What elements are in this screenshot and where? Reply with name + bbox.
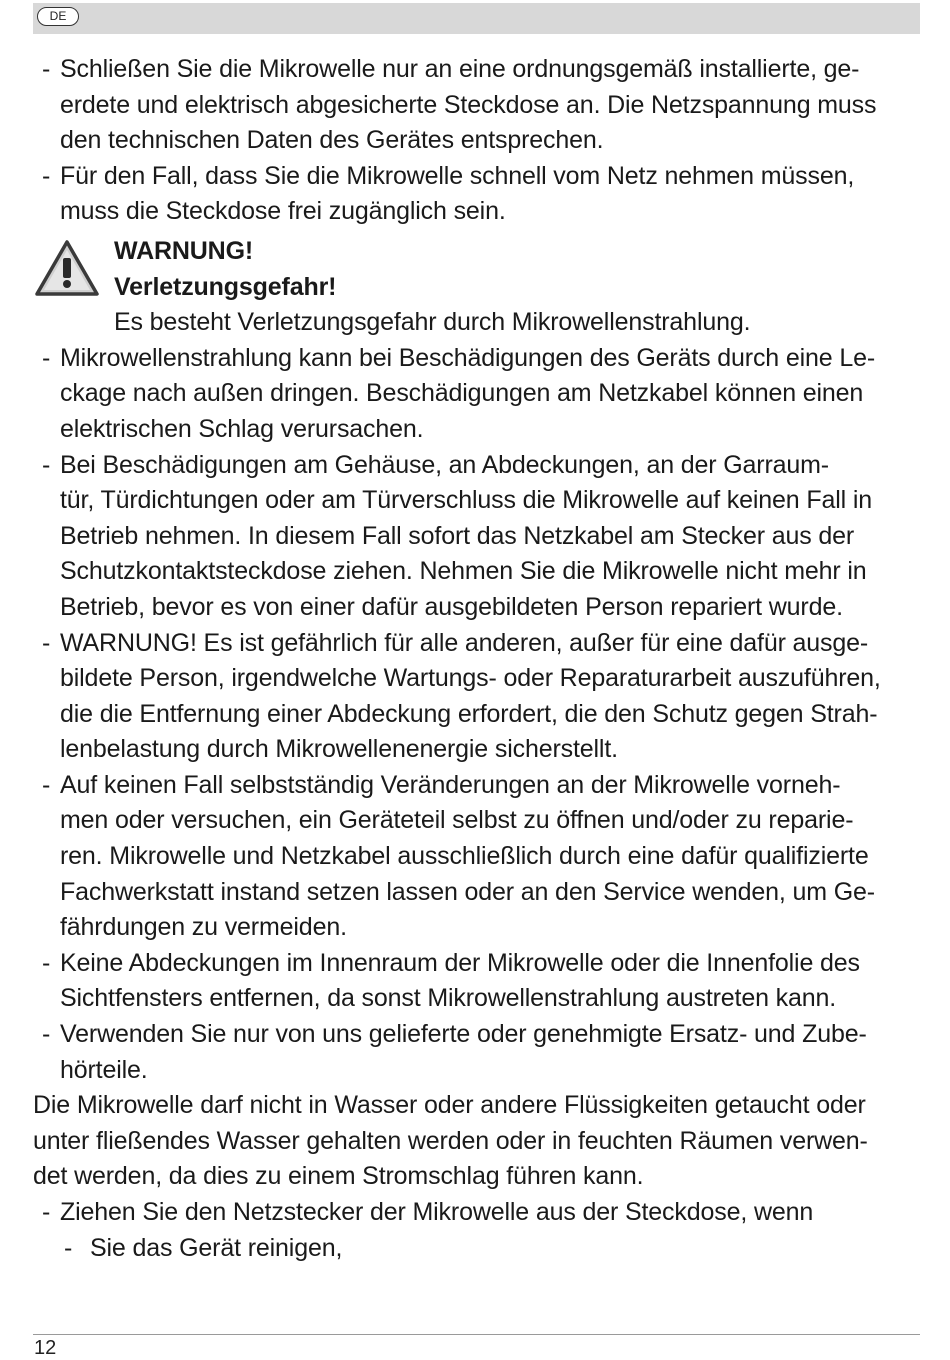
text-line: muss die Steckdose frei zugänglich sein.	[60, 197, 506, 226]
text-line: fährdungen zu vermeiden.	[60, 913, 347, 942]
bullet-dash: -	[42, 161, 51, 190]
body-paragraph	[33, 1088, 918, 1195]
text-line: Auf keinen Fall selbstständig Veränderungen an der Mikrowelle vorneh-	[60, 770, 841, 799]
list-item	[33, 768, 918, 946]
warning-text: Es besteht Verletzungsgefahr durch Mikrowellenstrahlung.	[114, 308, 751, 337]
text-line: Mikrowellenstrahlung kann bei Beschädigungen des Geräts durch eine Le-	[60, 343, 876, 372]
text-line: ren. Mikrowelle und Netzkabel ausschließlich durch eine dafür qualifizierte	[60, 842, 869, 871]
text-line: Ziehen Sie den Netzstecker der Mikrowelle aus der Steckdose, wenn	[60, 1198, 814, 1226]
bullet-dash: -	[42, 343, 51, 372]
header-bar	[33, 3, 920, 34]
list-item	[33, 626, 918, 768]
text-line: Sie das Gerät reinigen,	[90, 1233, 343, 1262]
warning-block	[33, 234, 918, 341]
list-item	[33, 448, 918, 626]
text-line: WARNUNG! Es ist gefährlich für alle anderen, außer für eine dafür ausge-	[60, 628, 869, 657]
text-line: det werden, da dies zu einem Stromschlag führen kann.	[33, 1162, 644, 1191]
list-item	[33, 52, 918, 159]
text-line: Die Mikrowelle darf nicht in Wasser oder andere Flüssigkeiten getaucht oder	[33, 1091, 866, 1120]
text-line: tür, Türdichtungen oder am Türverschluss die Mikrowelle auf keinen Fall in	[60, 486, 872, 515]
text-line: den technischen Daten des Gerätes entsprechen.	[60, 126, 604, 155]
text-line: Schließen Sie die Mikrowelle nur an eine ordnungsgemäß installierte, ge-	[60, 55, 860, 83]
text-line: unter fließendes Wasser gehalten werden oder in feuchten Räumen verwen-	[33, 1126, 868, 1155]
bullet-dash: -	[64, 1233, 73, 1262]
text-line: bildete Person, irgendwelche Wartungs- oder Reparaturarbeit auszuführen,	[60, 664, 881, 693]
text-line: men oder versuchen, ein Geräteteil selbst zu öffnen und/oder zu reparie-	[60, 806, 854, 835]
text-line: Verwenden Sie nur von uns gelieferte oder genehmigte Ersatz- und Zube-	[60, 1020, 867, 1049]
warning-subtitle: Verletzungsgefahr!	[114, 272, 337, 301]
warning-title: WARNUNG!	[114, 236, 254, 265]
text-line: Für den Fall, dass Sie die Mikrowelle schnell vom Netz nehmen müssen,	[60, 161, 855, 190]
list-item	[33, 1195, 918, 1231]
bullet-dash: -	[42, 628, 51, 657]
text-line: Betrieb, bevor es von einer dafür ausgebildeten Person repariert wurde.	[60, 592, 843, 621]
text-line: Schutzkontaktsteckdose ziehen. Nehmen Sie die Mikrowelle nicht mehr in	[60, 557, 867, 586]
text-line: lenbelastung durch Mikrowellenenergie sicherstellt.	[60, 735, 618, 764]
text-line: Betrieb nehmen. In diesem Fall sofort das Netzkabel am Stecker aus der	[60, 521, 855, 550]
text-line: die die Entfernung einer Abdeckung erfordert, die den Schutz gegen Strah-	[60, 699, 878, 728]
list-item	[33, 159, 918, 230]
bullet-dash: -	[42, 1198, 51, 1226]
text-line: elektrischen Schlag verursachen.	[60, 414, 424, 443]
footer-divider	[33, 1334, 920, 1335]
page-content	[33, 52, 918, 1266]
warning-triangle-icon	[33, 238, 101, 298]
list-item	[33, 341, 918, 448]
list-item	[33, 1017, 918, 1088]
text-line: ckage nach außen dringen. Beschädigungen am Netzkabel können einen	[60, 379, 864, 408]
text-line: Sichtfensters entfernen, da sonst Mikrowellenstrahlung austreten kann.	[60, 984, 837, 1013]
sub-list-item	[33, 1231, 918, 1267]
text-line: Bei Beschädigungen am Gehäuse, an Abdeckungen, an der Garraum-	[60, 450, 829, 479]
language-badge: DE	[37, 7, 79, 26]
page-number: 12	[34, 1337, 57, 1359]
bullet-dash: -	[42, 55, 51, 83]
bullet-dash: -	[42, 770, 51, 799]
list-item	[33, 946, 918, 1017]
text-line: Keine Abdeckungen im Innenraum der Mikrowelle oder die Innenfolie des	[60, 948, 860, 977]
bullet-dash: -	[42, 948, 51, 977]
bullet-dash: -	[42, 1020, 51, 1049]
bullet-dash: -	[42, 450, 51, 479]
text-line: hörteile.	[60, 1055, 148, 1084]
text-line: Fachwerkstatt instand setzen lassen oder an den Service wenden, um Ge-	[60, 877, 875, 906]
text-line: erdete und elektrisch abgesicherte Steckdose an. Die Netzspannung muss	[60, 90, 877, 119]
